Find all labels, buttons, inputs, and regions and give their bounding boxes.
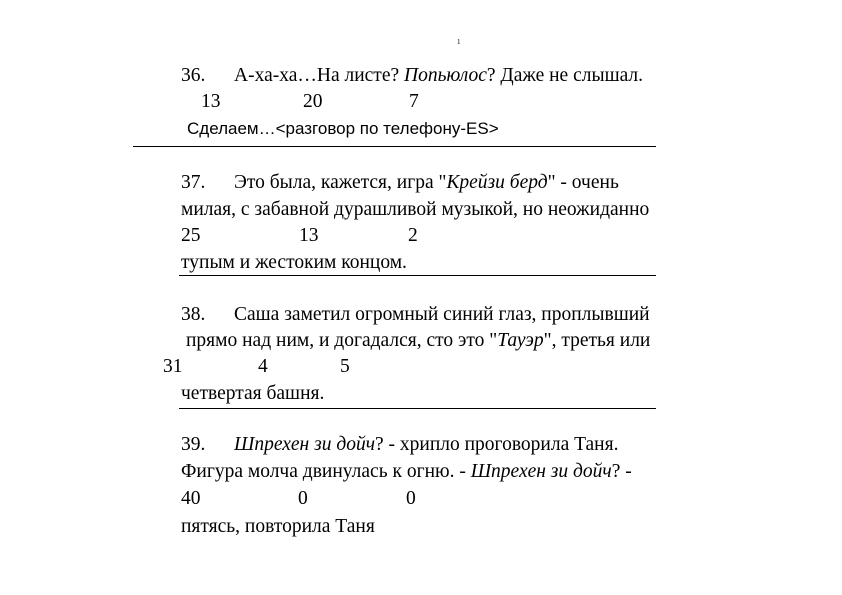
entry-38-line-1: Саша заметил огромный синий глаз, проплывший [234,304,650,325]
entry-36-score-1: 13 [201,91,221,112]
entry-38-line-4: четвертая башня. [181,383,325,404]
entry-38-score-1: 31 [163,356,183,377]
entry-36-score-2: 20 [303,91,323,112]
page-number: 1 [457,38,461,46]
entry-36-line-3: Сделаем…<разговор по телефону-ES> [187,119,499,138]
entry-36-number: 36. [181,65,206,86]
entry-37-score-1: 25 [181,225,201,246]
entry-37-number: 37. [181,172,206,193]
entry-37-line-4: тупым и жестоким концом. [181,252,407,273]
entry-39-line-2: Фигура молча двинулась к огню. - Шпрехен зи дойч? - [181,461,632,482]
entry-39-line-4: пятясь, повторила Таня [181,516,375,537]
entry-39-line-1: Шпрехен зи дойч? - хрипло проговорила Таня. [234,434,619,455]
separator-rule [133,146,656,147]
entry-39-number: 39. [181,434,206,455]
entry-37-score-3: 2 [408,225,418,246]
entry-37-score-2: 13 [299,225,319,246]
entry-37-line-1: Это была, кажется, игра "Крейзи берд" - очень [234,172,619,193]
separator-rule [179,275,656,276]
entry-39-score-3: 0 [406,488,416,509]
entry-38-line-2: прямо над ним, и догадался, сто это "Тауэр", третья или [186,330,651,351]
separator-rule [179,408,656,409]
entry-37-line-2: милая, с забавной дурашливой музыкой, но неожиданно [181,199,650,220]
entry-36-line-1: А-ха-ха…На листе? Попьюлос? Даже не слышал. [234,65,644,86]
entry-39-score-2: 0 [298,488,308,509]
entry-39-score-1: 40 [181,488,201,509]
entry-36-score-3: 7 [409,91,419,112]
entry-38-score-3: 5 [340,356,350,377]
entry-38-score-2: 4 [258,356,268,377]
entry-38-number: 38. [181,304,206,325]
